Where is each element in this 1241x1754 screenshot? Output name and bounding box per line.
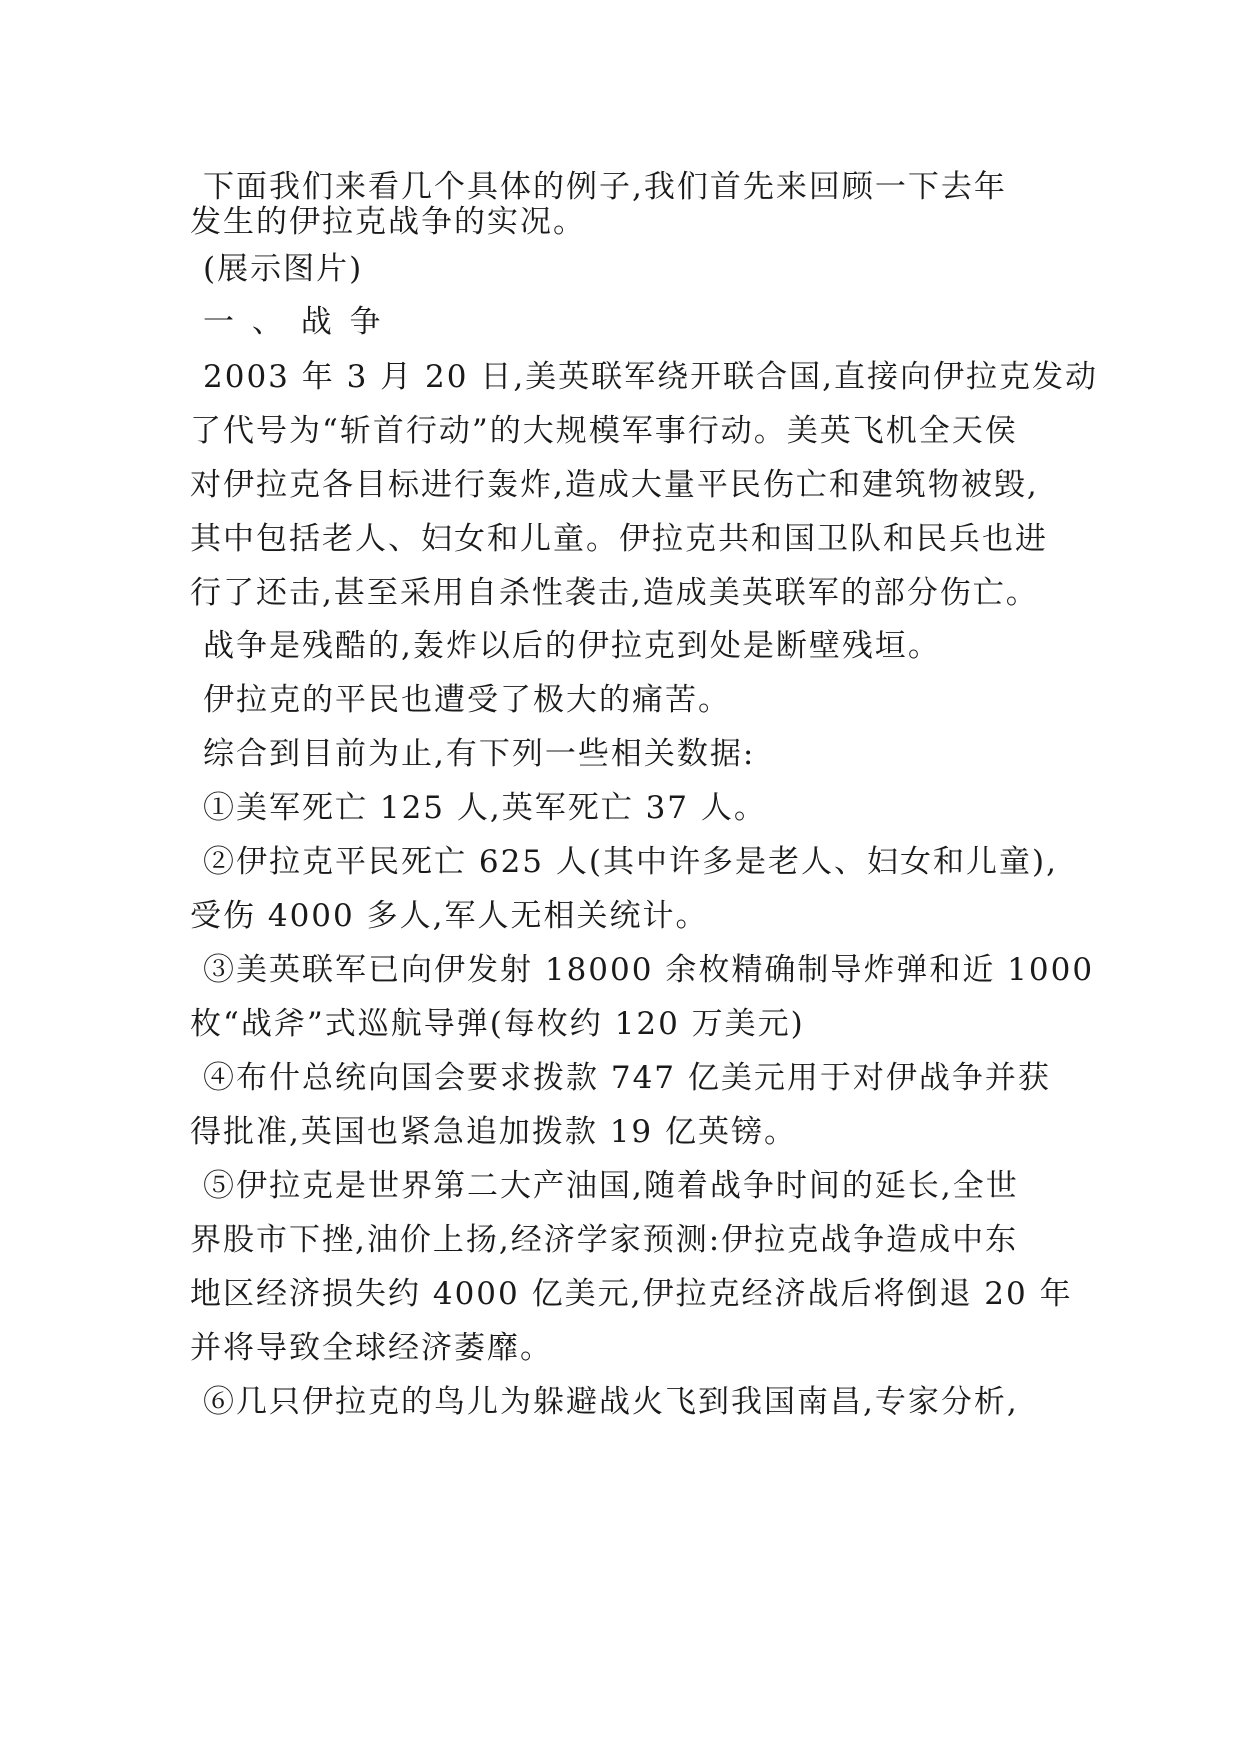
text-line: 行了还击,甚至采用自杀性袭击,造成美英联军的部分伤亡。 [190, 575, 1039, 611]
text-line: 2003 年 3 月 20 日,美英联军绕开联合国,直接向伊拉克发动 [203, 359, 1099, 395]
text-line: 发生的伊拉克战争的实况。 [190, 204, 586, 240]
text-line: 伊拉克的平民也遭受了极大的痛苦。 [203, 682, 731, 718]
text-line: 对伊拉克各目标进行轰炸,造成大量平民伤亡和建筑物被毁, [190, 467, 1039, 503]
text-line: 得批准,英国也紧急追加拨款 19 亿英镑。 [190, 1114, 798, 1150]
text-line: 并将导致全球经济萎靡。 [190, 1330, 553, 1366]
text-line: 界股市下挫,油价上扬,经济学家预测:伊拉克战争造成中东 [190, 1222, 1019, 1258]
section-heading: 一 、 战 争 [203, 304, 385, 340]
text-line: 受伤 4000 多人,军人无相关统计。 [190, 898, 709, 934]
list-item: ③美英联军已向伊发射 18000 余枚精确制导炸弹和近 1000 [203, 952, 1095, 988]
list-item: ②伊拉克平民死亡 625 人(其中许多是老人、妇女和儿童), [203, 844, 1058, 880]
text-line: 地区经济损失约 4000 亿美元,伊拉克经济战后将倒退 20 年 [190, 1276, 1073, 1312]
text-line: 了代号为“斩首行动”的大规模军事行动。美英飞机全天侯 [190, 413, 1018, 449]
text-line: (展示图片) [203, 251, 364, 287]
text-line: 综合到目前为止,有下列一些相关数据: [203, 736, 756, 772]
list-item: ⑥几只伊拉克的鸟儿为躲避战火飞到我国南昌,专家分析, [203, 1384, 1019, 1420]
text-line: 战争是残酷的,轰炸以后的伊拉克到处是断壁残垣。 [203, 628, 941, 664]
text-line: 下面我们来看几个具体的例子,我们首先来回顾一下去年 [203, 169, 1007, 205]
list-item: ⑤伊拉克是世界第二大产油国,随着战争时间的延长,全世 [203, 1168, 1019, 1204]
list-item: ④布什总统向国会要求拨款 747 亿美元用于对伊战争并获 [203, 1060, 1051, 1096]
list-item: ①美军死亡 125 人,英军死亡 37 人。 [203, 790, 767, 826]
text-line: 其中包括老人、妇女和儿童。伊拉克共和国卫队和民兵也进 [190, 521, 1048, 557]
text-line: 枚“战斧”式巡航导弹(每枚约 120 万美元) [190, 1006, 805, 1042]
